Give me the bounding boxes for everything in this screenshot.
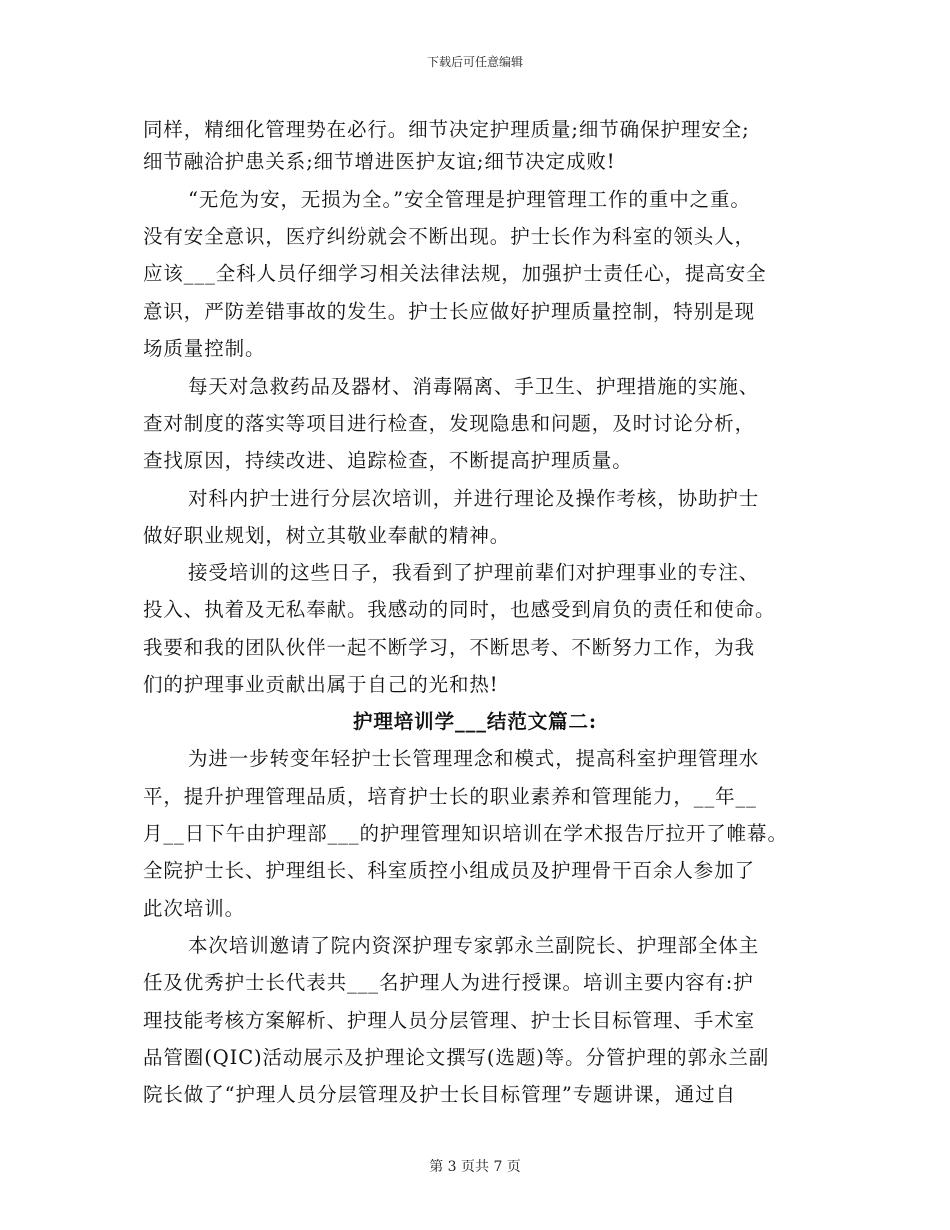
text-line: 此次培训。	[143, 897, 246, 920]
text-line: 没有安全意识，医疗纠纷就会不断出现。护士长作为科室的领头人，	[143, 225, 756, 248]
paragraph-first-line: 每天对急救药品及器材、消毒隔离、手卫生、护理措施的实施、	[188, 375, 760, 398]
text-line: 全院护士长、护理组长、科室质控小组成员及护理骨干百余人参加了	[143, 859, 756, 882]
paragraph-first-line: 接受培训的这些日子，我看到了护理前辈们对护理事业的专注、	[188, 561, 760, 584]
page-footer: 第 3 页共 7 页	[429, 1159, 521, 1175]
paragraph-first-line: 为进一步转变年轻护士长管理理念和模式，提高科室护理管理水	[188, 747, 760, 770]
text-line: 我要和我的团队伙伴一起不断学习，不断思考、不断努力工作，为我	[143, 636, 756, 659]
paragraph-first-line: 本次培训邀请了院内资深护理专家郭永兰副院长、护理部全体主	[188, 934, 760, 957]
text-line: 任及优秀护士长代表共___名护理人为进行授课。培训主要内容有:护	[143, 971, 754, 994]
text-line: 品管圈(QIC)活动展示及护理论文撰写(选题)等。分管护理的郭永兰副	[143, 1046, 770, 1069]
paragraph-first-line: 对科内护士进行分层次培训，并进行理论及操作考核，协助护士	[188, 487, 760, 510]
text-line: 应该___全科人员仔细学习相关法律法规，加强护士责任心，提高安全	[143, 262, 767, 285]
page-header: 下载后可任意编辑	[426, 55, 523, 69]
text-line: 查对制度的落实等项目进行检查，发现隐患和问题，及时讨论分析，	[143, 412, 756, 435]
text-line: 查找原因，持续改进、追踪检查，不断提高护理质量。	[143, 449, 633, 472]
text-line: 们的护理事业贡献出属于自己的光和热!	[143, 673, 499, 696]
text-line: 月__日下午由护理部___的护理管理知识培训在学术报告厅拉开了帷幕。	[143, 822, 788, 845]
text-line: 院长做了“护理人员分层管理及护士长目标管理”专题讲课，通过自	[143, 1083, 736, 1106]
text-line: 投入、执着及无私奉献。我感动的同时，也感受到肩负的责任和使命。	[143, 598, 776, 621]
text-line: 场质量控制。	[143, 337, 266, 360]
text-line: 做好职业规划，树立其敬业奉献的精神。	[143, 524, 511, 547]
text-line: 意识，严防差错事故的发生。护士长应做好护理质量控制，特别是现	[143, 300, 756, 323]
section-title: 护理培训学___结范文篇二:	[352, 710, 598, 733]
text-line: 细节融洽护患关系;细节增进医护友谊;细节决定成败!	[143, 150, 616, 173]
text-line: 理技能考核方案解析、护理人员分层管理、护士长目标管理、手术室	[143, 1009, 756, 1032]
text-line: 同样，精细化管理势在必行。细节决定护理质量;细节确保护理安全;	[143, 118, 750, 141]
text-line: 平，提升护理管理品质，培育护士长的职业素养和管理能力，__年__	[143, 785, 757, 808]
paragraph-first-line: “无危为安，无损为全。”安全管理是护理管理工作的重中之重。	[188, 188, 751, 211]
